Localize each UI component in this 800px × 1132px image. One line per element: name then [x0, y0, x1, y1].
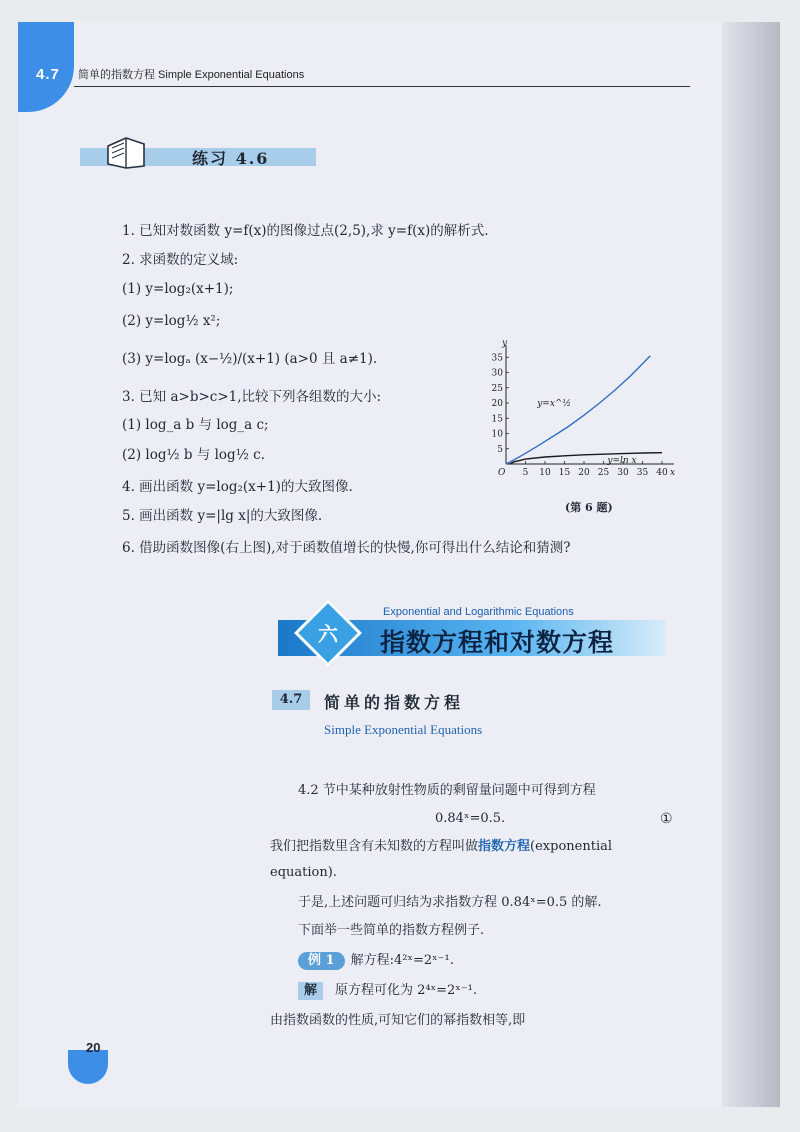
exercise-line: 2. 求函数的定义域:	[122, 252, 239, 268]
header-section-number: 4.7	[36, 66, 60, 83]
exercise-line: 1. 已知对数函数 y=f(x)的图像过点(2,5),求 y=f(x)的解析式.	[122, 223, 489, 239]
equation: 0.84ˣ=0.5.	[435, 811, 506, 826]
x-axis-label: x	[670, 468, 676, 478]
solution-line	[298, 982, 477, 1000]
example-label: 例 1	[298, 952, 345, 970]
x-tick-label: 30	[617, 468, 629, 478]
origin-label: O	[498, 468, 506, 478]
y-tick-label: 30	[491, 368, 503, 379]
header-running-title: 简单的指数方程 Simple Exponential Equations	[78, 69, 305, 81]
exercise-line: 3. 已知 a>b>c>1,比较下列各组数的大小:	[122, 389, 382, 405]
text-run: 我们把指数里含有未知数的方程叫做	[270, 839, 479, 854]
chapter-title-en: Exponential and Logarithmic Equations	[383, 606, 574, 618]
y-tick-label: 5	[497, 444, 503, 455]
equation-number: ①	[660, 811, 673, 827]
section-title-zh: 简单的指数方程	[324, 693, 465, 712]
function-graph	[486, 330, 686, 490]
series-line	[506, 356, 650, 467]
body-paragraph: 于是,上述问题可归结为求指数方程 0.84ˣ=0.5 的解.	[298, 895, 602, 910]
exercise-line: 6. 借助函数图像(右上图),对于函数值增长的快慢,你可得出什么结论和猜测?	[122, 540, 571, 556]
solution-label: 解	[298, 982, 323, 1000]
y-tick-label: 10	[491, 429, 503, 440]
section-title-en: Simple Exponential Equations	[324, 722, 483, 737]
example-line	[298, 952, 454, 970]
y-axis-label: y	[502, 338, 508, 349]
x-tick-label: 5	[522, 468, 529, 478]
exercise-line: (2) y=log½ x²;	[122, 313, 221, 329]
exercise-line: 4. 画出函数 y=log₂(x+1)的大致图像.	[122, 479, 353, 495]
body-paragraph	[270, 838, 612, 856]
header-rule	[74, 86, 690, 87]
body-paragraph: 下面举一些简单的指数方程例子.	[298, 923, 485, 938]
book-icon	[104, 134, 150, 170]
body-paragraph: 4.2 节中某种放射性物质的剩留量问题中可得到方程	[298, 783, 596, 798]
solution-text: 原方程可化为 2⁴ˣ=2ˣ⁻¹.	[335, 983, 478, 998]
x-tick-label: 35	[636, 468, 649, 478]
exercise-line: (2) log½ b 与 log½ c.	[122, 447, 265, 463]
x-tick-label: 10	[539, 468, 551, 478]
page-gutter-shadow	[722, 22, 780, 1107]
x-tick-label: 15	[558, 468, 571, 478]
figure-caption: (第 6 题)	[565, 501, 613, 514]
exercise-line: 5. 画出函数 y=|lg x|的大致图像.	[122, 508, 323, 524]
y-tick-label: 20	[491, 399, 503, 409]
exercise-line: (1) log_a b 与 log_a c;	[122, 417, 269, 433]
x-tick-label: 20	[578, 468, 590, 478]
page-number: 20	[86, 1040, 101, 1055]
exercise-line: (3) y=logₐ (x−½)/(x+1) (a>0 且 a≠1).	[122, 351, 378, 367]
page	[18, 22, 778, 1107]
series-label: y=x^½	[537, 399, 572, 410]
body-paragraph: 由指数函数的性质,可知它们的幂指数相等,即	[270, 1013, 526, 1028]
text-run: (exponential	[530, 839, 613, 854]
term-highlight: 指数方程	[478, 839, 531, 854]
exercise-title: 练习 4.6	[192, 149, 270, 168]
body-paragraph: equation).	[270, 865, 337, 880]
series-label: y=ln x	[607, 456, 637, 467]
chapter-title-zh: 指数方程和对数方程	[380, 628, 615, 657]
exercise-line: (1) y=log₂(x+1);	[122, 281, 234, 297]
y-tick-label: 25	[491, 383, 503, 394]
series-line	[510, 453, 662, 467]
x-tick-label: 25	[597, 468, 610, 478]
y-tick-label: 15	[491, 414, 503, 425]
example-text: 解方程:4²ˣ=2ˣ⁻¹.	[350, 953, 454, 968]
y-tick-label: 35	[491, 353, 503, 364]
x-tick-label: 40	[656, 468, 668, 478]
chapter-number: 六	[318, 622, 338, 646]
section-badge: 4.7	[272, 690, 310, 710]
